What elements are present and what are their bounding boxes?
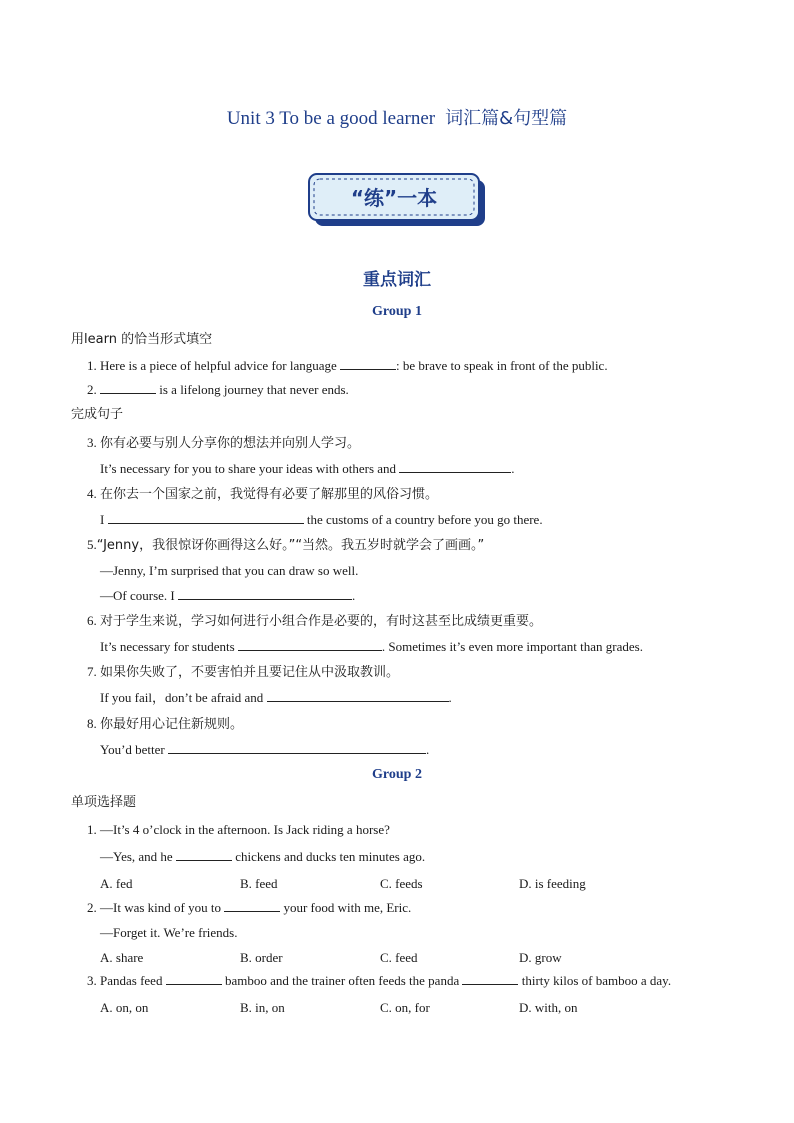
g1-q6-cn: 6. 对于学生来说，学习如何进行小组合作是必要的，有时这甚至比成绩更重要。 [87,613,543,629]
page-title [0,104,794,130]
g1-q4-en: I the customs of a country before you go there. [100,512,543,527]
g1-q1: 1. Here is a piece of helpful advice for language : be brave to speak in front of the public. [87,358,608,373]
banner-text: “练”一本 [350,186,438,210]
g2-q1-option-d[interactable]: D. is feeding [519,876,586,891]
g1-q8-cn: 8. 你最好用心记住新规则。 [87,716,244,732]
instruction-fill: 用learn 的恰当形式填空 [71,332,213,347]
section-title: 重点词汇 [363,270,431,290]
title-chinese: 词汇篇&句型篇 [445,108,568,129]
g2-q3-l1: 3. Pandas feed bamboo and the trainer often feeds the panda thirty kilos of bamboo a day. [87,973,672,988]
instruction-complete: 完成句子 [71,407,124,422]
answer-blank[interactable] [224,900,280,912]
g2-q1-l1: 1. —It’s 4 o’clock in the afternoon. Is Jack riding a horse? [87,822,390,837]
g2-q2-l2: —Forget it. We’re friends. [100,925,238,940]
g2-q3-option-c[interactable]: C. on, for [380,1000,430,1015]
answer-blank[interactable] [178,588,352,600]
g1-q7-en: If you fail，don’t be afraid and . [100,690,452,705]
g2-q2-option-c[interactable]: C. feed [380,950,418,965]
answer-blank[interactable] [462,973,518,985]
g2-q2-option-d[interactable]: D. grow [519,950,562,965]
group2-title: Group 2 [372,767,422,782]
g1-q3-cn: 3. 你有必要与别人分享你的想法并向别人学习。 [87,435,361,451]
g1-q5-cn: 5.“Jenny，我很惊讶你画得这么好。”“当然。我五岁时就学会了画画。” [87,537,485,553]
g2-q1-option-b[interactable]: B. feed [240,876,278,891]
g2-q2-option-b[interactable]: B. order [240,950,283,965]
answer-blank[interactable] [340,358,396,370]
practice-banner [307,172,487,228]
g1-q6-en: It’s necessary for students . Sometimes it’s even more important than grades. [100,639,643,654]
g1-q5-en1: —Jenny, I’m surprised that you can draw so well. [100,563,359,578]
g2-q1-option-a[interactable]: A. fed [100,876,133,891]
title-english: Unit 3 To be a good learner [226,108,436,129]
g1-q5-en2: —Of course. I . [100,588,356,603]
answer-blank[interactable] [168,742,426,754]
g1-q8-en: You’d better . [100,742,430,757]
g2-q2-option-a[interactable]: A. share [100,950,144,965]
answer-blank[interactable] [100,382,156,394]
g1-q4-cn: 4. 在你去一个国家之前，我觉得有必要了解那里的风俗习惯。 [87,486,439,502]
answer-blank[interactable] [108,512,304,524]
answer-blank[interactable] [399,461,511,473]
g2-q1-l2: —Yes, and he chickens and ducks ten minutes ago. [100,849,426,864]
answer-blank[interactable] [267,690,449,702]
g2-q2-l1: 2. —It was kind of you to your food with me, Eric. [87,900,412,915]
g1-q2: 2. is a lifelong journey that never ends. [87,382,349,397]
g2-q1-option-c[interactable]: C. feeds [380,876,423,891]
g2-q3-option-b[interactable]: B. in, on [240,1000,285,1015]
answer-blank[interactable] [166,973,222,985]
answer-blank[interactable] [238,639,382,651]
g1-q3-en: It’s necessary for you to share your ideas with others and . [100,461,515,476]
g2-q3-option-a[interactable]: A. on, on [100,1000,149,1015]
g1-q7-cn: 7. 如果你失败了，不要害怕并且要记住从中汲取教训。 [87,664,400,680]
group1-title: Group 1 [372,304,422,319]
instruction-choice: 单项选择题 [71,795,137,810]
answer-blank[interactable] [176,849,232,861]
g2-q3-option-d[interactable]: D. with, on [519,1000,578,1015]
